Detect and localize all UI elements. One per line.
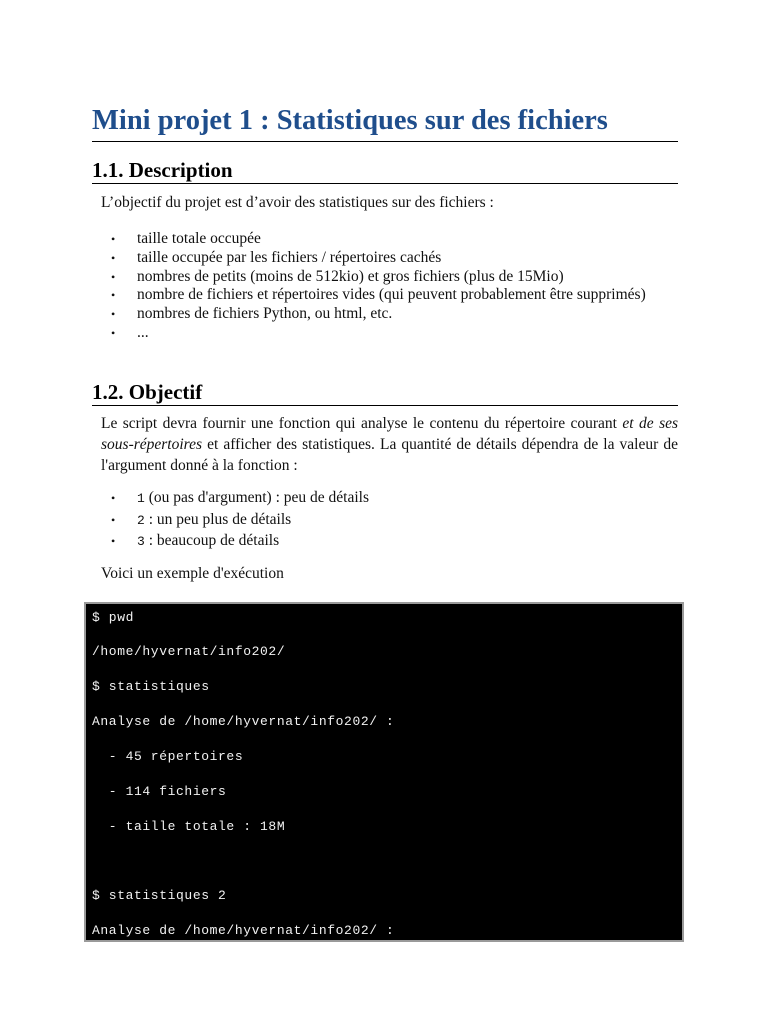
terminal-line: $ statistiques bbox=[92, 679, 210, 694]
description-intro: L’objectif du projet est d’avoir des statistiques sur des fichiers : bbox=[101, 194, 494, 211]
terminal-line: Analyse de /home/hyvernat/info202/ : bbox=[92, 714, 395, 729]
document-title: Mini projet 1 : Statistiques sur des fichiers bbox=[92, 104, 678, 142]
list-item: • nombres de fichiers Python, ou html, etc. bbox=[111, 305, 678, 324]
terminal-line: $ statistiques 2 bbox=[92, 888, 227, 903]
objective-text-italic: et de ses sous-répertoires bbox=[101, 415, 679, 453]
section-heading-description: 1.1. Description bbox=[92, 158, 678, 184]
detail-levels-list bbox=[111, 488, 678, 553]
terminal-line: - 45 répertoires bbox=[92, 749, 244, 764]
objective-paragraph bbox=[101, 413, 678, 476]
list-item: • nombres de petits (moins de 512kio) et gros fichiers (plus de 15Mio) bbox=[111, 268, 678, 287]
terminal-line: $ pwd bbox=[92, 610, 135, 625]
level-code: 2 bbox=[137, 512, 145, 528]
list-item bbox=[111, 488, 678, 510]
description-list bbox=[111, 230, 678, 343]
list-item: • taille totale occupée bbox=[111, 230, 678, 249]
objective-text-end: et afficher des statistiques. La quantité de détails dépendra de la valeur de l'argument donné à la fonction : bbox=[101, 436, 678, 474]
list-item: • nombre de fichiers et répertoires vides (qui peuvent probablement être supprimés) bbox=[111, 286, 678, 305]
level-code: 3 bbox=[137, 534, 145, 549]
objective-text-start: Le script devra fournir une fonction qui analyse le contenu du répertoire courant bbox=[101, 415, 617, 432]
list-item bbox=[111, 531, 678, 553]
level-code: 1 bbox=[137, 491, 145, 506]
section-heading-objectif: 1.2. Objectif bbox=[92, 380, 678, 406]
list-item: • ... bbox=[111, 324, 678, 343]
level-text: : un peu plus de détails bbox=[148, 510, 292, 528]
terminal-line: Analyse de /home/hyvernat/info202/ : bbox=[92, 923, 395, 938]
terminal-example bbox=[84, 602, 684, 942]
example-intro: Voici un exemple d'exécution bbox=[101, 565, 284, 582]
level-text: (ou pas d'argument) : peu de détails bbox=[148, 489, 369, 506]
list-item: • taille occupée par les fichiers / répertoires cachés bbox=[111, 249, 678, 268]
terminal-line: - taille totale : 18M bbox=[92, 819, 286, 834]
terminal-line: /home/hyvernat/info202/ bbox=[92, 644, 286, 659]
level-text: : beaucoup de détails bbox=[148, 532, 280, 549]
list-item bbox=[111, 510, 678, 532]
terminal-line: - 114 fichiers bbox=[92, 784, 227, 799]
